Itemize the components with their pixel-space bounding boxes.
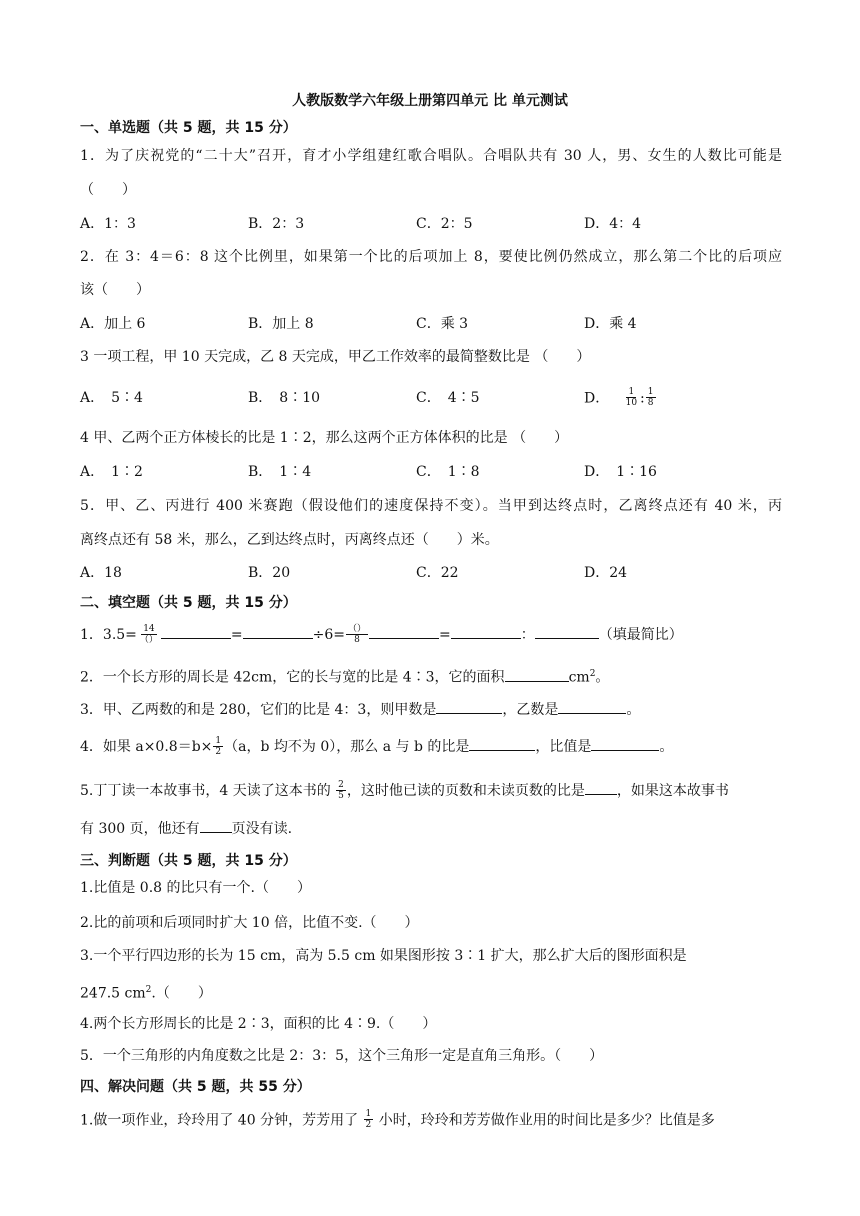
fill-4: 4．如果 a×0.8＝b× $\frac{1}{2}$ （a，b 均不为 0），那么 a 与 b 的比是 ，比值是 。 xyxy=(80,735,674,757)
answer-blank[interactable] xyxy=(243,624,313,639)
option-c: C． 4∶5 xyxy=(416,390,480,406)
answer-blank[interactable] xyxy=(436,699,502,714)
option-d: D．4：4 xyxy=(584,216,642,232)
option-a: A．加上 6 xyxy=(80,316,146,332)
answer-blank[interactable] xyxy=(161,624,231,639)
answer-blank[interactable] xyxy=(369,624,439,639)
question-4-line-1: 4 甲、乙两个正方体棱长的比是 1∶2，那么这两个正方体体积的比是 （ ） xyxy=(80,430,569,446)
solve-1-line-1: 1.做一项作业，玲玲用了 40 分钟，芳芳用了 $\frac{1}{2}$ 小时，玲玲和芳芳做作业用的时间比是多少？比值是多 xyxy=(80,1109,715,1130)
answer-blank[interactable] xyxy=(451,624,521,639)
question-1-line-2: （ ） xyxy=(80,182,136,198)
option-b: B． 1∶4 xyxy=(248,464,312,480)
option-c: C． 1∶8 xyxy=(416,464,480,480)
option-d: D． $\frac{1}{10}$ : $\frac{1}{8}$ xyxy=(584,387,654,408)
fraction-one-half: $\frac{1}{2}$ xyxy=(215,735,222,757)
question-5-options xyxy=(80,563,780,583)
question-3-options xyxy=(80,388,780,409)
question-2-line-1: 2．在 3：4＝6：8 这个比例里，如果第一个比的后项加上 8，要使比例仍然成立，那么第二个比的后项应 xyxy=(80,249,782,265)
option-b: B．加上 8 xyxy=(248,316,314,332)
question-4-options xyxy=(80,462,780,482)
answer-blank[interactable] xyxy=(585,780,617,795)
answer-blank[interactable] xyxy=(558,699,626,714)
option-d: D．乘 4 xyxy=(584,316,637,332)
fill-2: 2．一个长方形的周长是 42cm，它的长与宽的比是 4∶3，它的面积 $cm^2$。 xyxy=(80,664,782,688)
option-a: A． 5∶4 xyxy=(80,390,143,406)
section-heading-fill-blank: 二、填空题（共 5 题，共 15 分） xyxy=(80,595,297,611)
judge-3-line-1: 3.一个平行四边形的长为 15 cm，高为 5.5 cm 如果图形按 3∶1 扩大，那么扩大后的图形面积是 xyxy=(80,948,687,964)
option-a: A． 1∶2 xyxy=(80,464,143,480)
option-d: D．24 xyxy=(584,565,628,581)
answer-blank[interactable] xyxy=(535,624,599,639)
question-5-line-1: 5．甲、乙、丙进行 400 米赛跑（假设他们的速度保持不变）。当甲到达终点时，乙离终点还有 40 米，丙 xyxy=(80,498,782,514)
fill-5-line-2: 有 300 页，他还有 页没有读. xyxy=(80,818,782,839)
fraction-blank-over-8: $\frac{()}{8}$ xyxy=(348,623,367,645)
option-b: B．2：3 xyxy=(248,216,305,232)
judge-4: 4.两个长方形周长的比是 2∶3，面积的比 4∶9.（ ） xyxy=(80,1016,437,1032)
fraction-14-over-blank: $\frac{14}{()}$ xyxy=(139,623,158,645)
option-b: B．20 xyxy=(248,565,291,581)
answer-blank[interactable] xyxy=(591,736,659,751)
option-c: C．22 xyxy=(416,565,459,581)
fill-3: 3．甲、乙两数的和是 280，它们的比是 4：3，则甲数是 ，乙数是 。 xyxy=(80,699,782,720)
question-3-line-1: 3 一项工程，甲 10 天完成，乙 8 天完成，甲乙工作效率的最简整数比是 （ ） xyxy=(80,349,591,365)
fill-1: 1．3.5= $\frac{14}{()}$ = ÷6= $\frac{()}{8}$ = ： （填最简比） xyxy=(80,623,683,645)
fraction-two-fifths: $\frac{2}{5}$ xyxy=(338,779,344,801)
option-d: D． 1∶16 xyxy=(584,464,657,480)
section-heading-word-problems: 四、解决问题（共 5 题，共 55 分） xyxy=(80,1079,311,1095)
option-a: A．1：3 xyxy=(80,216,136,232)
question-1-line-1: 1．为了庆祝党的“二十大”召开，育才小学组建红歌合唱队。合唱队共有 30 人，男、女生的人数比可能是 xyxy=(80,148,782,164)
answer-blank[interactable] xyxy=(469,736,535,751)
judge-1: 1.比值是 0.8 的比只有一个.（ ） xyxy=(80,880,311,896)
option-a: A．18 xyxy=(80,565,122,581)
judge-3-line-2: 247.5 $cm^2$.（ ） xyxy=(80,985,212,1002)
section-heading-single-choice: 一、单选题（共 5 题，共 15 分） xyxy=(80,120,297,136)
question-1-options xyxy=(80,214,780,234)
fraction-one-tenth: $\frac{1}{10}$ xyxy=(625,387,638,408)
option-b: B． 8∶10 xyxy=(248,390,321,406)
page-title: 人教版数学六年级上册第四单元 比 单元测试 xyxy=(292,93,568,109)
fraction-one-half: $\frac{1}{2}$ xyxy=(365,1109,372,1130)
question-5-line-2: 离终点还有 58 米，那么，乙到达终点时，丙离终点还（ ）米。 xyxy=(80,532,499,548)
judge-5: 5．一个三角形的内角度数之比是 2：3：5，这个三角形一定是直角三角形。（ ） xyxy=(80,1048,604,1064)
section-heading-true-false: 三、判断题（共 5 题，共 15 分） xyxy=(80,853,297,869)
judge-2: 2.比的前项和后项同时扩大 10 倍，比值不变.（ ） xyxy=(80,915,419,931)
question-2-line-2: 该（ ） xyxy=(80,282,150,298)
option-c: C．2：5 xyxy=(416,216,473,232)
option-c: C．乘 3 xyxy=(416,316,469,332)
question-2-options xyxy=(80,314,780,334)
answer-blank[interactable] xyxy=(200,818,232,833)
answer-blank[interactable] xyxy=(505,667,569,682)
fraction-one-eighth: $\frac{1}{8}$ xyxy=(647,387,654,408)
fill-5-line-1: 5.丁丁读一本故事书，4 天读了这本书的 $\frac{2}{5}$ ，这时他已读的页数和未读页数的比是 ，如果这本故事书 xyxy=(80,779,729,801)
